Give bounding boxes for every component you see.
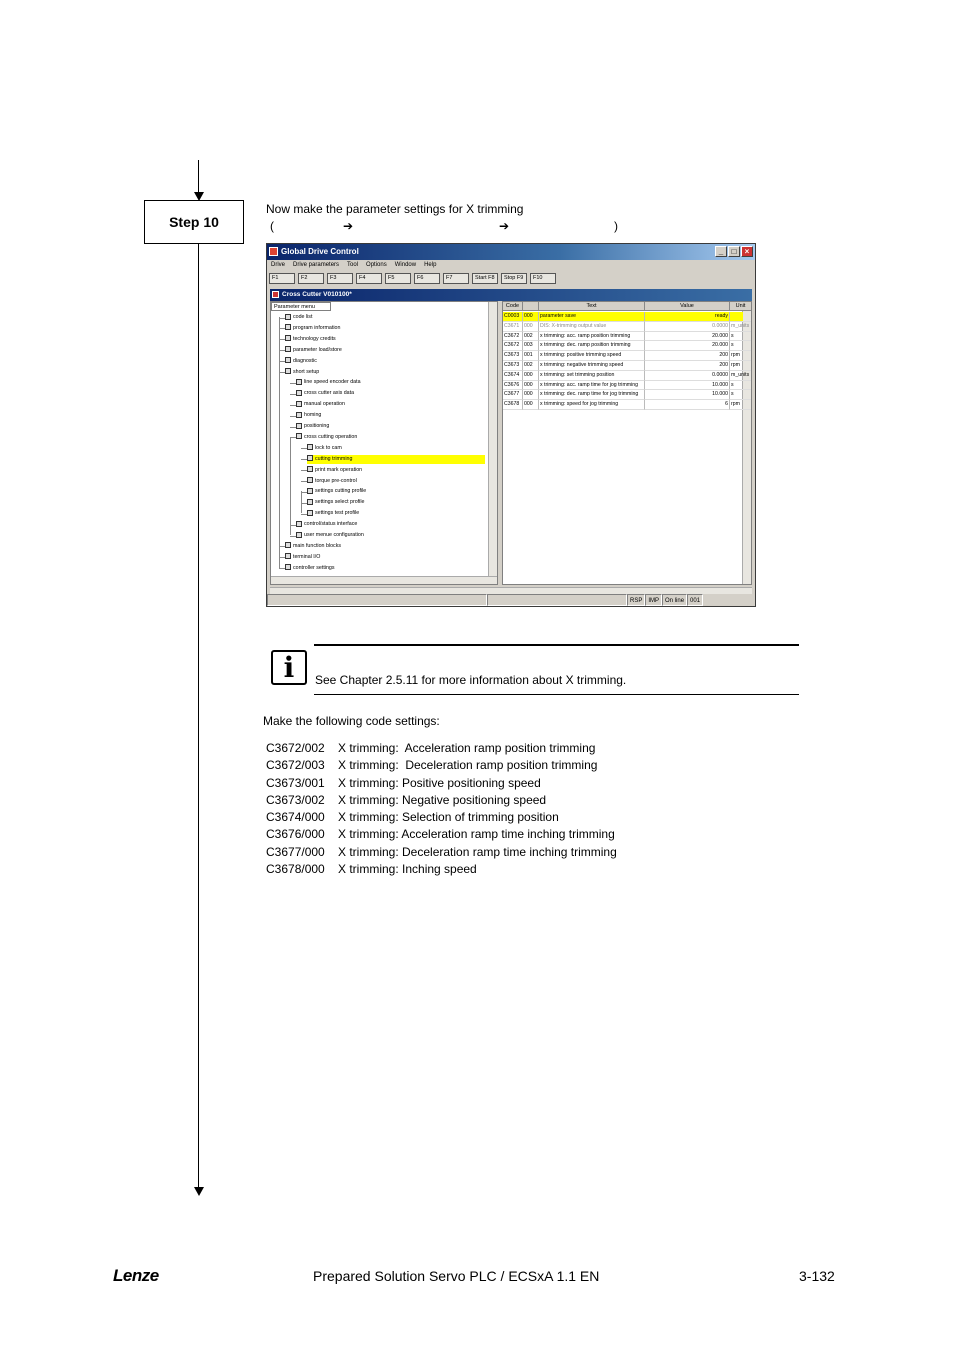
- grid-cell-text: x trimming: set trimming position: [539, 371, 645, 381]
- grid-cell-value: 0.0000: [645, 371, 730, 381]
- grid-cell-value: 200: [645, 361, 730, 371]
- tree-item[interactable]: [307, 498, 364, 507]
- arrow-icon: ➔: [343, 219, 354, 233]
- tree-item-label: manual operation: [304, 401, 345, 408]
- grid-cell-text: x trimming: acc. ramp time for jog trimming: [539, 381, 645, 391]
- tree-connector: [290, 437, 291, 535]
- toolbar-button-1[interactable]: F1: [269, 273, 295, 284]
- tree-item[interactable]: [285, 564, 335, 573]
- code-description: X trimming: Acceleration ramp time inching trimming: [338, 827, 615, 842]
- flow-line-top: [198, 160, 199, 193]
- status-online: On line: [662, 594, 687, 606]
- child-title-text: Cross Cutter V010100*: [282, 291, 352, 298]
- grid-column-header[interactable]: Code: [503, 302, 523, 311]
- lead-text: Make the following code settings:: [263, 714, 440, 728]
- tree-item[interactable]: [296, 531, 364, 540]
- folder-icon: [285, 564, 291, 570]
- code-id: C3673/002: [266, 792, 325, 807]
- menu-drive-parameters[interactable]: Drive parameters: [293, 262, 340, 268]
- toolbar-button-5[interactable]: F5: [385, 273, 411, 284]
- grid-cell-text: x trimming: speed for jog trimming: [539, 400, 645, 410]
- tree-connector: [301, 491, 302, 513]
- code-description: X trimming: Inching speed: [338, 862, 477, 877]
- page-number: 3-132: [799, 1268, 835, 1284]
- footer-title: Prepared Solution Servo PLC / ECSxA 1.1 EN: [313, 1268, 600, 1284]
- grid-cell-sub: 000: [523, 322, 539, 332]
- grid-cell-code: C3678: [503, 400, 523, 410]
- grid-cell-value: 20.000: [645, 332, 730, 342]
- gdc-window: [266, 243, 756, 607]
- toolbar: [269, 271, 753, 285]
- grid-cell-unit: [730, 312, 752, 322]
- grid-cell-code: C3676: [503, 381, 523, 391]
- code-description: X trimming: Deceleration ramp position trimming: [338, 758, 598, 773]
- tree-connector: [279, 568, 285, 569]
- tree-item-label: user menue configuration: [304, 532, 364, 538]
- folder-icon: [285, 335, 291, 341]
- tree-vertical-scrollbar[interactable]: [488, 302, 497, 576]
- tree-connector: [301, 448, 307, 449]
- grid-cell-text: x trimming: acc. ramp position trimming: [539, 332, 645, 342]
- lenze-logo: Lenze: [113, 1266, 159, 1285]
- tree-item-label: program information: [293, 324, 341, 331]
- folder-icon: [296, 423, 302, 429]
- status-bar: [267, 594, 755, 606]
- tree-item-label: main function blocks: [293, 542, 341, 549]
- grid-row[interactable]: [503, 332, 743, 342]
- folder-icon: [296, 379, 302, 385]
- status-blank: [267, 594, 487, 606]
- toolbar-button-10[interactable]: F10: [530, 273, 556, 284]
- grid-cell-sub: 000: [523, 400, 539, 410]
- tree-item-label: control/status interface: [304, 521, 358, 528]
- grid-cell-unit: s: [730, 381, 752, 391]
- tree-item-label: line speed encoder data: [304, 379, 361, 386]
- folder-icon: [296, 390, 302, 396]
- code-setting-row: [266, 826, 617, 843]
- code-list: [266, 740, 617, 878]
- code-setting-row: [266, 809, 617, 826]
- tree-item[interactable]: [285, 324, 340, 333]
- grid-cell-text: x trimming: negative trimming speed: [539, 361, 645, 371]
- code-id: C3674/000: [266, 810, 325, 825]
- grid-column-header[interactable]: [523, 302, 539, 311]
- menu-drive[interactable]: Drive: [271, 262, 286, 268]
- tree-item-label: print mark operation: [315, 466, 363, 473]
- code-setting-row: [266, 740, 617, 757]
- menu-options[interactable]: Options: [366, 262, 387, 268]
- tree-item-label: lock to cam: [315, 444, 342, 451]
- tree-item[interactable]: [296, 433, 357, 442]
- code-description: X trimming: Negative positioning speed: [338, 792, 547, 807]
- tree-connector: [301, 514, 307, 515]
- grid-row[interactable]: [503, 351, 743, 361]
- folder-icon: [307, 466, 313, 472]
- grid-cell-code: C3673: [503, 351, 523, 361]
- start-button[interactable]: Start F8: [472, 273, 498, 284]
- folder-icon: [307, 455, 313, 461]
- grid-cell-code: C3674: [503, 371, 523, 381]
- folder-icon: [296, 433, 302, 439]
- grid-cell-sub: 001: [523, 351, 539, 361]
- menu-tool[interactable]: Tool: [347, 262, 359, 268]
- folder-icon: [285, 542, 291, 548]
- tree-item-label: terminal I/O: [293, 553, 321, 560]
- folder-icon: [296, 521, 302, 527]
- flow-arrow-bottom: [194, 1187, 204, 1196]
- grid-cell-sub: 003: [523, 341, 539, 351]
- tree-connector: [290, 383, 296, 384]
- grid-column-header[interactable]: Unit: [730, 302, 752, 311]
- code-id: C3672/002: [266, 741, 325, 755]
- tree-item-label: code list: [293, 314, 313, 320]
- intro-text: [266, 201, 618, 235]
- grid-column-header[interactable]: Text: [539, 302, 645, 311]
- grid-cell-text: parameter save: [539, 312, 645, 322]
- menu-help[interactable]: Help: [424, 262, 437, 268]
- code-id: C3677/000: [266, 844, 325, 859]
- folder-icon: [307, 499, 313, 505]
- folder-icon: [285, 324, 291, 330]
- maximize-button[interactable]: □: [728, 246, 740, 257]
- tree-item-label: settings select profile: [315, 499, 365, 506]
- code-description: X trimming: Selection of trimming position: [338, 810, 559, 825]
- tree-connector: [279, 317, 280, 568]
- grid-cell-unit: m_units: [730, 322, 752, 332]
- toolbar-button-6[interactable]: F6: [414, 273, 440, 284]
- open-paren: (: [270, 219, 274, 233]
- grid-cell-sub: 002: [523, 361, 539, 371]
- note-rule-bottom: [314, 694, 799, 695]
- grid-cell-sub: 002: [523, 332, 539, 342]
- grid-cell-text: DIS: X-trimming output value: [539, 322, 645, 332]
- folder-icon: [307, 477, 313, 483]
- tree-item[interactable]: [296, 400, 345, 409]
- close-paren: ): [614, 219, 618, 233]
- tree-header: Parameter menu: [271, 302, 331, 311]
- tree-item[interactable]: [285, 357, 317, 366]
- folder-icon: [285, 368, 291, 374]
- tree-item[interactable]: [296, 411, 321, 420]
- tree-item-label: cross cutter axis data: [304, 390, 355, 397]
- toolbar-button-7[interactable]: F7: [443, 273, 469, 284]
- tree-item[interactable]: [296, 378, 361, 387]
- grid-cell-code: C3677: [503, 390, 523, 400]
- stop-button[interactable]: Stop F9: [501, 273, 527, 284]
- grid-cell-code: C3673: [503, 361, 523, 371]
- grid-cell-code: C3672: [503, 332, 523, 342]
- child-window-title[interactable]: [270, 289, 752, 301]
- close-button[interactable]: ×: [741, 246, 753, 257]
- app-icon: [269, 247, 278, 256]
- code-description: X trimming: Deceleration ramp time inching trimming: [338, 844, 617, 859]
- tree-item[interactable]: [307, 487, 366, 496]
- tree-item-label: parameter load/store: [293, 346, 342, 353]
- tree-item[interactable]: [307, 444, 342, 453]
- code-setting-row: [266, 792, 617, 809]
- grid-cell-value: 200: [645, 351, 730, 361]
- tree-item-label: technology credits: [293, 335, 336, 342]
- grid-row[interactable]: [503, 381, 743, 391]
- toolbar-button-3[interactable]: F3: [327, 273, 353, 284]
- grid-row[interactable]: [503, 312, 743, 322]
- folder-icon: [285, 314, 291, 320]
- grid-cell-code: C3672: [503, 341, 523, 351]
- status-blank: [487, 594, 627, 606]
- code-description: X trimming: Acceleration ramp position trimming: [338, 741, 596, 755]
- folder-icon: [307, 444, 313, 450]
- tree-connector: [301, 470, 307, 471]
- step-label: Step 10: [144, 200, 244, 244]
- grid-cell-sub: 000: [523, 312, 539, 322]
- tree-item-label: short setup: [293, 368, 320, 375]
- grid-cell-value: 20.000: [645, 341, 730, 351]
- tree-horizontal-scrollbar[interactable]: [271, 576, 497, 584]
- grid-row[interactable]: [503, 390, 743, 400]
- grid-row[interactable]: [503, 400, 743, 410]
- toolbar-button-2[interactable]: F2: [298, 273, 324, 284]
- tree-item[interactable]: [307, 477, 357, 486]
- tree-item[interactable]: [307, 455, 485, 464]
- grid-cell-unit: rpm: [730, 351, 752, 361]
- tree-item[interactable]: [285, 346, 342, 355]
- tree-item[interactable]: [296, 422, 329, 431]
- tree-item[interactable]: [285, 335, 336, 344]
- info-icon: i: [271, 650, 307, 685]
- tree-item[interactable]: [296, 389, 354, 398]
- grid-cell-sub: 000: [523, 390, 539, 400]
- grid-cell-value: 6: [645, 400, 730, 410]
- tree-item-label: diagnostic: [293, 357, 317, 364]
- grid-cell-unit: m_units: [730, 371, 752, 381]
- grid-cell-value: ready: [645, 312, 730, 322]
- grid-cell-code: C0003: [503, 312, 523, 322]
- folder-icon: [285, 553, 291, 559]
- grid-cell-text: x trimming: dec. ramp time for jog trimming: [539, 390, 645, 400]
- flow-line-main: [198, 244, 199, 1187]
- folder-icon: [296, 412, 302, 418]
- status-rsp: RSP: [627, 594, 645, 606]
- grid-cell-text: x trimming: dec. ramp position trimming: [539, 341, 645, 351]
- tree-item-label: homing: [304, 412, 322, 419]
- code-id: C3673/001: [266, 775, 325, 790]
- intro-path: [266, 218, 618, 235]
- window-titlebar[interactable]: [267, 244, 755, 260]
- note-rule-top: [314, 644, 799, 646]
- tree-connector: [301, 459, 307, 460]
- code-setting-row: [266, 861, 617, 878]
- folder-icon: [285, 357, 291, 363]
- tree-item-label: torque pre-control: [315, 477, 357, 484]
- folder-icon: [296, 532, 302, 538]
- menu-window[interactable]: Window: [394, 262, 417, 268]
- tree-item[interactable]: [285, 368, 319, 377]
- child-window-body: [270, 301, 752, 592]
- grid-row[interactable]: [503, 341, 743, 351]
- tree-item[interactable]: [296, 520, 357, 529]
- tree-item[interactable]: [307, 466, 362, 475]
- grid-cell-sub: 000: [523, 371, 539, 381]
- status-imp: IMP: [645, 594, 662, 606]
- arrow-icon: ➔: [499, 219, 510, 233]
- tree-connector: [290, 536, 296, 537]
- tree-connector: [290, 416, 296, 417]
- grid-row[interactable]: [503, 322, 750, 332]
- folder-icon: [307, 488, 313, 494]
- grid-cell-code: C3671: [503, 322, 523, 332]
- folder-icon: [307, 510, 313, 516]
- grid-row[interactable]: [503, 371, 750, 381]
- tree-item-label: settings test profile: [315, 510, 360, 517]
- code-description: X trimming: Positive positioning speed: [338, 775, 541, 790]
- tree-connector: [301, 481, 307, 482]
- folder-icon: [285, 346, 291, 352]
- tree-item[interactable]: [285, 553, 320, 562]
- status-address: 001: [687, 594, 703, 606]
- grid-cell-unit: rpm: [730, 400, 752, 410]
- tree-item-label: settings cutting profile: [315, 488, 367, 495]
- grid-cell-sub: 000: [523, 381, 539, 391]
- minimize-button[interactable]: _: [715, 246, 727, 257]
- code-setting-row: [266, 844, 617, 861]
- grid-cell-value: 10.000: [645, 390, 730, 400]
- folder-icon: [296, 401, 302, 407]
- tree-connector: [290, 427, 296, 428]
- intro-line: Now make the parameter settings for X trimming: [266, 202, 524, 216]
- window-title: Global Drive Control: [281, 247, 359, 256]
- grid-row[interactable]: [503, 361, 743, 371]
- tree-item[interactable]: [307, 509, 359, 518]
- code-setting-row: [266, 775, 617, 792]
- document-icon: [272, 291, 279, 298]
- tree-item-label: positioning: [304, 423, 330, 429]
- grid-cell-unit: rpm: [730, 361, 752, 371]
- grid-cell-unit: s: [730, 390, 752, 400]
- toolbar-button-4[interactable]: F4: [356, 273, 382, 284]
- tree-item[interactable]: [285, 542, 341, 551]
- grid-cell-unit: s: [730, 341, 752, 351]
- grid-column-header[interactable]: Value: [645, 302, 730, 311]
- grid-cell-text: x trimming: positive trimming speed: [539, 351, 645, 361]
- grid-cell-value: 0.0000: [645, 322, 730, 332]
- menu-bar: [267, 260, 755, 271]
- note-text: See Chapter 2.5.11 for more information about X trimming.: [315, 673, 627, 687]
- code-id: C3672/003: [266, 758, 325, 773]
- grid-cell-unit: s: [730, 332, 752, 342]
- tree-item-label: cutting trimming: [315, 455, 353, 462]
- tree-item-label: controller settings: [293, 564, 335, 571]
- parameter-grid: [502, 301, 752, 585]
- tree-connector: [290, 394, 296, 395]
- code-setting-row: [266, 757, 617, 774]
- tree-connector: [290, 405, 296, 406]
- parameter-tree: [270, 301, 498, 585]
- tree-item-label: cross cutting operation: [304, 433, 358, 440]
- grid-cell-value: 10.000: [645, 381, 730, 391]
- code-id: C3676/000: [266, 827, 325, 842]
- tree-item[interactable]: [285, 313, 312, 322]
- code-id: C3678/000: [266, 862, 325, 877]
